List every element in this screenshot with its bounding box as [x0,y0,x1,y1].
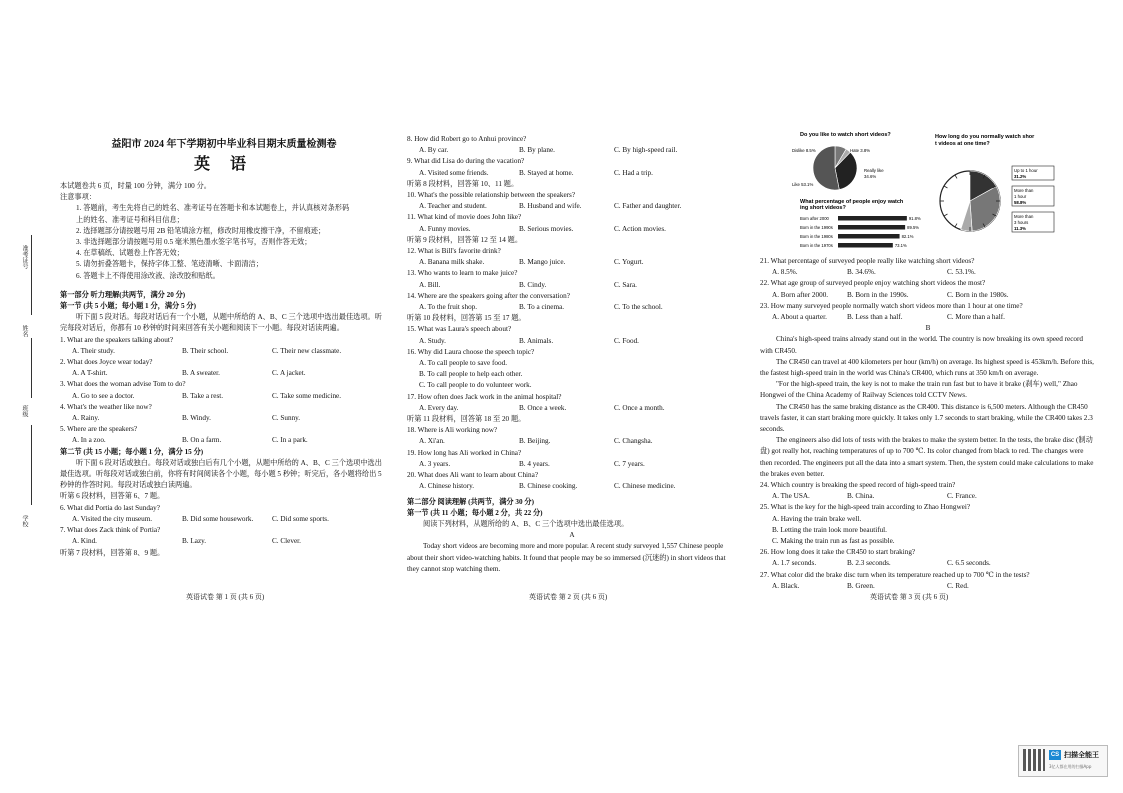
question-text: 4. What's the weather like now? [60,402,152,411]
options-row [407,168,737,179]
chart-title: Do you like to watch short videos? [800,132,891,138]
options-row [60,435,388,446]
stamp-title: 扫描全能王 [1064,751,1099,759]
option-line: A. Having the train brake well. [772,514,862,523]
option-a: A. About a quarter. [772,313,827,322]
legend-value: 31.2% [1014,174,1027,179]
question-text: 18. Where is Ali working now? [407,426,498,435]
options-row [60,368,388,379]
option-a: A. Bill. [419,280,441,289]
legend-label: 3 hours [1014,220,1029,225]
option-line: A. To call people to save food. [419,359,507,368]
listening-note: 听第 10 段材料，回答第 15 至 17 题。 [407,314,526,323]
question-text: 13. Who wants to learn to make juice? [407,269,518,278]
side-label-exam-number: 准考证号 [21,245,27,269]
side-label-school: 学校 [21,515,27,527]
option-b: B. 4 years. [519,459,550,468]
charts-svg [790,128,1080,256]
part2-heading: 第二部分 阅读理解 (共两节，满分 30 分) [407,497,534,506]
bar-category-label: Born in the 1970s [800,243,833,248]
option-a: A. 1.7 seconds. [772,559,817,568]
question-text: 12. What is Bill's favorite drink? [407,247,501,256]
question-text: 11. What kind of movie does John like? [407,213,522,222]
option-c: C. Once a month. [614,403,665,412]
option-c: C. Sunny. [272,414,301,423]
question-text: 8. How did Robert go to Anhui province? [407,135,527,143]
listening-note: 听第 6 段材料，回答第 6、7 题。 [60,492,165,501]
exam-title: 益阳市 2024 年下学期初中毕业科目期末质量检测卷 [111,139,337,150]
options-row [407,145,737,156]
question-list [760,256,1096,323]
option-a: A. Study. [419,336,446,345]
listening-note: 听第 11 段材料，回答第 18 至 20 题。 [407,415,526,424]
option-c: C. Clever. [272,537,301,546]
option-a: A. Banana milk shake. [419,258,485,267]
option-a: A. By car. [419,146,449,155]
listening-note: 听第 8 段材料，回答第 10、11 题。 [407,179,519,188]
question-list [60,335,388,447]
legend-value: 58.8% [1014,200,1027,205]
page-3 [760,256,1096,592]
options-row [60,514,388,525]
option-b: B. A sweater. [182,369,220,378]
bar-category-label: Born in the 1980s [800,234,833,239]
option-b: B. Lazy. [182,537,207,546]
bar-value-label: 91.8% [908,216,921,221]
options-row [60,536,388,547]
passage-label: B [925,324,931,333]
option-c: C. 53.1%. [947,268,976,277]
section2-heading: 第二节 (共 15 小题；每小题 1 分，满分 15 分) [60,447,204,456]
option-line: B. Letting the train look more beautiful. [772,525,887,534]
option-c: C. Take some medicine. [272,391,342,400]
option-c: C. Their new classmate. [272,346,342,355]
option-c: C. Born in the 1980s. [947,290,1009,299]
option-a: A. Rainy. [72,414,100,423]
option-a: A. Go to see a doctor. [72,391,135,400]
slice-label: Like 53.1% [792,182,814,187]
option-a: A. Teacher and student. [419,202,487,211]
option-c: C. Yogurt. [614,258,644,267]
bar-value-label: 89.5% [907,225,919,230]
option-b: B. Did some housework. [182,514,254,523]
option-b: B. Cindy. [519,280,547,289]
slice-label: Hate 3.8% [850,148,871,153]
instruction-line: 4. 在草稿纸、试题卷上作答无效； [76,249,184,258]
option-a: A. In a zoo. [72,436,106,445]
option-a: A. Their study. [72,346,115,355]
option-b: B. 34.6%. [847,268,876,277]
option-b: B. Chinese cooking. [519,482,578,491]
option-b: B. Windy. [182,414,211,423]
option-c: C. Sara. [614,280,637,289]
options-row [760,491,1096,502]
options-row [760,581,1096,592]
option-c: C. 6.5 seconds. [947,559,991,568]
option-a: A. Kind. [72,537,97,546]
option-b: B. To a cinema. [519,303,565,312]
passage-paragraph: The CR450 can travel at 400 kilometers per hour (km/h) on average. Its highest speed is 453km/h. Before this, the fastest high-speed train in the world was China's CR400, which runs at 350 km/h on average. [760,357,1094,378]
passage-paragraph: The CR450 has the same braking distance as the CR400. This distance is 6,500 meters. Although the CR450 travels faster, it can start braking more quickly. It takes only 1.7 seconds to start braking, while the CR400 takes 2.3 seconds. [760,402,1093,434]
option-b: B. Their school. [182,346,229,355]
chart-title: t videos at one time? [935,141,990,147]
option-b: B. China. [847,492,875,501]
question-list [60,503,388,548]
page-1 [60,120,388,559]
options-row [407,336,737,347]
option-line: B. To call people to help each other. [419,370,523,379]
bar-value-label: 73.1% [894,243,907,248]
survey-charts [790,128,1080,256]
options-row [407,257,737,268]
cs-logo-icon: CS [1050,752,1060,758]
option-c: C. Did some sports. [272,514,329,523]
option-line: C. To call people to do volunteer work. [419,381,532,390]
option-c: C. France. [947,492,977,501]
instruction-line: 本试题卷共 6 页，时量 100 分钟，满分 100 分。 [60,182,211,190]
section1-instructions: 听下面 5 段对话。每段对话后有一个小题，从题中所给的 A、B、C 三个选项中选出最佳选项。听完每段对话后，你都有 10 秒钟的时间来回答有关小题和阅读下一小题。每段对话读两遍。 [60,313,382,333]
side-label-name: 姓名 [21,325,27,337]
scanner-watermark [1018,745,1108,777]
passage-label: A [569,531,575,540]
options-row [407,201,737,212]
option-a: A. Born after 2000. [772,290,829,299]
question-text: 3. What does the woman advise Tom to do? [60,380,186,389]
bar [838,225,905,230]
option-b: B. Born in the 1990s. [847,290,909,299]
option-c: C. 7 years. [614,459,645,468]
reading-instructions: 阅读下列材料，从题所给的 A、B、C 三个选项中选出最佳选项。 [423,519,629,528]
options-row [407,280,737,291]
section2-instructions: 听下面 6 段对话或独白。每段对话或独白后有几个小题，从题中所给的 A、B、C 三个选项中选出最佳选项。听每段对话或独白前，你将有时间阅读各个小题，每小题 5 秒钟；听完后，各小题将给出 5 秒钟的作答时间。每段对话或独白读两遍。 [60,458,382,490]
passage-b [760,334,1096,480]
bar-category-label: Born after 2000 [800,216,829,221]
page-footer: 英语试卷 第 1 页 (共 6 页) [186,593,265,601]
option-line: C. Making the train run as fast as possible. [772,537,895,546]
instruction-line: 1. 答题前，考生先将自己的姓名、准考证号在答题卡和本试题卷上，并认真核对条形码 [76,204,350,213]
question-text: 1. What are the speakers talking about? [60,335,174,344]
instruction-line: 注意事项： [60,193,96,202]
option-b: B. Mango juice. [519,258,566,267]
bar [838,243,893,248]
option-c: C. By high-speed rail. [614,146,678,155]
instruction-line: 6. 答题卡上不得使用涂改液、涂改胶和贴纸。 [76,271,220,280]
option-a: A. Black. [772,581,800,590]
question-list [407,134,737,493]
question-text: 24. Which country is breaking the speed record of high-speed train? [760,481,956,490]
option-c: C. Chinese medicine. [614,482,676,491]
question-text: 27. What color did the brake disc turn when its temperature reached up to 700 ℃ in the tests? [760,570,1030,579]
options-row [760,558,1096,569]
page-footer: 英语试卷 第 2 页 (共 6 页) [529,593,608,601]
bar [838,216,907,221]
question-text: 5. Where are the speakers? [60,425,138,434]
part1-heading: 第一部分 听力理解(共两节，满分 20 分) [60,290,186,299]
option-b: B. Serious movies. [519,224,574,233]
question-text: 25. What is the key for the high-speed train according to Zhao Hongwei? [760,503,971,512]
option-c: C. Food. [614,336,639,345]
chart-title: How long do you normally watch shor [935,134,1035,140]
question-text: 17. How often does Jack work in the animal hospital? [407,392,562,401]
question-text: 15. What was Laura's speech about? [407,325,512,334]
page-2 [407,134,737,575]
exam-subject: 英 语 [193,156,254,173]
options-row [407,436,737,447]
instruction-line: 2. 选择题部分请按题号用 2B 铅笔填涂方框，修改时用橡皮擦干净，不留痕迹； [76,226,326,235]
options-row [760,312,1096,323]
options-row [60,346,388,357]
bar-value-label: 82.1% [901,234,914,239]
options-row [760,290,1096,301]
option-a: A. Visited some friends. [419,168,489,177]
qr-code-icon [1023,749,1045,771]
binding-line [31,235,32,315]
section1-heading: 第一节 (共 5 小题；每小题 1 分，满分 5 分) [60,302,196,311]
instruction-line: 5. 请勿折叠答题卡，保持字体工整、笔迹清晰、卡面清洁； [76,260,263,269]
legend-label: More than [1014,188,1034,193]
option-a: A. The USA. [772,492,810,501]
options-row [407,459,737,470]
slice-label: Dislike 8.5% [792,148,816,153]
legend-label: Up to 1 hour [1014,168,1038,173]
question-text: 6. What did Portia do last Sunday? [60,503,160,512]
option-a: A. Funny movies. [419,224,471,233]
question-text: 26. How long does it take the CR450 to start braking? [760,548,916,557]
option-c: C. Red. [947,581,969,590]
option-c: C. Action movies. [614,224,666,233]
passage-a: Today short videos are becoming more and more popular. A recent study surveyed 1,557 Chinese people about their short video-watching habits. It found that people may be so immersed (沉迷的) in short videos that they cannot stop watching them. [407,542,726,573]
instruction-line: 3. 非选择题部分请按题号用 0.5 毫米黑色墨水签字笔书写，否则作答无效； [76,238,312,247]
options-row [60,391,388,402]
passage-paragraph: China's high-speed trains already stand out in the world. The country is now breaking its own speed record with CR450. [760,335,1083,355]
option-a: A. Visited the city museum. [72,514,153,523]
option-a: A. Chinese history. [419,482,475,491]
options-row [760,267,1096,278]
question-text: 23. How many surveyed people normally watch short videos more than 1 hour at one time? [760,301,1023,310]
slice-label: 34.6% [864,174,877,179]
option-b: B. Once a week. [519,403,567,412]
options-row [407,403,737,414]
option-c: C. To the school. [614,303,663,312]
option-a: A. To the fruit shop. [419,303,478,312]
question-text: 10. What's the possible relationship between the speakers? [407,191,576,200]
question-text: 22. What age group of surveyed people enjoy watching short videos the most? [760,279,986,288]
question-text: 20. What does Ali want to learn about China? [407,471,539,480]
question-list [760,480,1096,592]
chart-title: ing short videos? [800,205,846,211]
option-c: C. Changsha. [614,437,653,446]
binding-line [31,425,32,505]
options-row [407,224,737,235]
option-a: A. 3 years. [419,459,451,468]
options-row [407,302,737,313]
binding-line [31,338,32,398]
question-text: 2. What does Joyce wear today? [60,358,153,367]
instruction-line: 上的姓名、准考证号和科目信息； [76,215,184,224]
question-text: 21. What percentage of surveyed people really like watching short videos? [760,257,975,265]
option-c: C. In a park. [272,436,308,445]
passage-paragraph: The engineers also did lots of tests with the brakes to make the system better. In the tests, the brake disc (制动盘) got really hot, reaching temperatures of up to 700 ℃. Its color changed from black to red. The changes were then recorded. The engineers put all the data into a smart system. Then, the system could make calculations to make the brakes even better. [760,436,1094,478]
chart-title: What percentage of people enjoy watch [800,199,904,205]
option-b: B. Beijing. [519,437,551,446]
option-b: B. Less than a half. [847,313,903,322]
option-b: B. Stayed at home. [519,168,574,177]
passage-paragraph: "For the high-speed train, the key is not to make the train run fast but to have it brake (刹车) well," Zhao Hongwei of the China Academy of Railway Sciences told CCTV News. [760,380,1078,400]
bar-category-label: Born in the 1990s [800,225,833,230]
listening-note: 听第 7 段材料，回答第 8、9 题。 [60,548,165,557]
options-row [407,481,737,492]
option-c: C. A jacket. [272,369,306,378]
legend-value: 11.3% [1014,226,1026,231]
legend-label: More than [1014,214,1034,219]
page-footer: 英语试卷 第 3 页 (共 6 页) [870,593,949,601]
option-b: B. Take a rest. [182,391,224,400]
option-b: B. Green. [847,581,875,590]
option-c: C. Father and daughter. [614,202,682,211]
option-b: B. Animals. [519,336,554,345]
listening-note: 听第 9 段材料，回答第 12 至 14 题。 [407,235,523,244]
option-c: C. Had a trip. [614,168,653,177]
side-label-class: 班级 [21,405,27,417]
question-text: 7. What does Zack think of Portia? [60,526,161,535]
option-c: C. More than a half. [947,313,1005,322]
option-b: B. 2.3 seconds. [847,559,891,568]
instructions [60,181,388,282]
reading-section-heading: 第一节 (共 11 小题；每小题 2 分，共 22 分) [407,508,543,517]
option-a: A. 8.5%. [772,268,798,277]
option-a: A. Xi'an. [419,437,445,446]
option-b: B. Husband and wife. [519,202,582,211]
option-a: A. Every day. [419,403,459,412]
question-text: 19. How long has Ali worked in China? [407,448,522,457]
question-text: 16. Why did Laura choose the speech topic? [407,347,535,356]
stamp-subtitle: 3亿人都在用的扫描App [1049,764,1092,769]
legend-label: 1 hour [1014,194,1027,199]
question-text: 9. What did Lisa do during the vacation? [407,157,525,166]
bar [838,234,900,239]
question-text: 14. Where are the speakers going after the conversation? [407,291,570,300]
option-b: B. By plane. [519,146,555,155]
option-a: A. A T-shirt. [72,369,108,378]
slice-label: Really like [864,168,884,173]
option-b: B. On a farm. [182,436,222,445]
options-row [60,413,388,424]
